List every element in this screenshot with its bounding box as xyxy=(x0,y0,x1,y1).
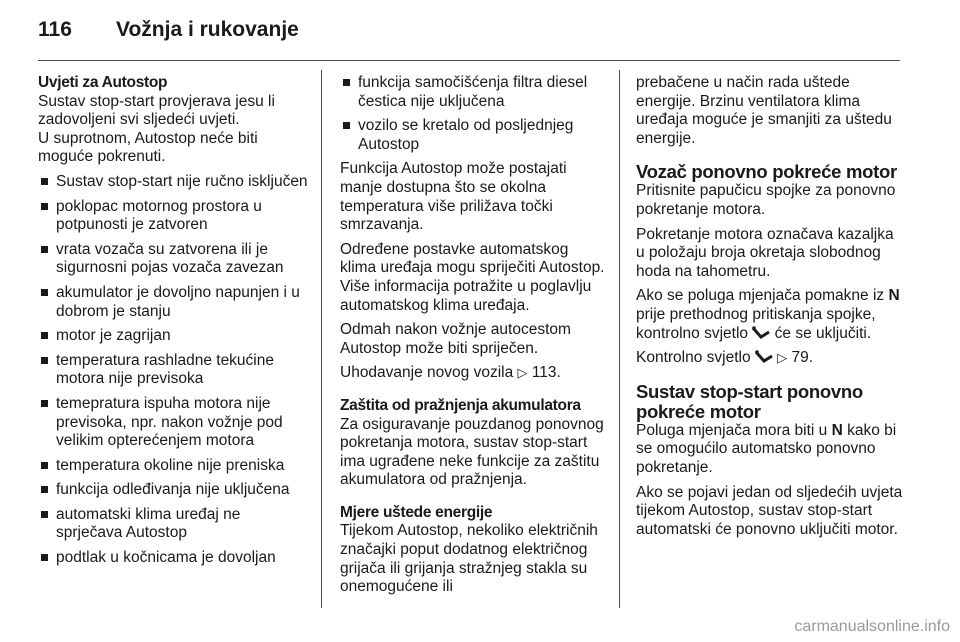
subheading: Zaštita od pražnjenja akumulatora xyxy=(340,396,581,414)
header-rule xyxy=(38,60,900,61)
column-divider xyxy=(321,70,322,608)
list-item: automatski klima uređaj ne sprječava Autostop xyxy=(38,506,308,543)
list-item: vrata vozača su zatvorena ili je sigurnosni pojas vozača zavezan xyxy=(38,241,308,278)
list-item: akumulator je dovoljno napunjen i u dobrom je stanju xyxy=(38,284,308,321)
page-title: Vožnja i rukovanje xyxy=(116,18,299,41)
column-1 xyxy=(38,74,308,574)
paragraph: Sustav stop-start provjerava jesu li zadovoljeni svi sljedeći uvjeti. xyxy=(38,92,275,129)
list-item: podtlak u kočnicama je dovoljan xyxy=(38,549,308,568)
list-item: temperatura rashladne tekućine motora nije previsoka xyxy=(38,352,308,389)
bullet-icon xyxy=(41,554,48,561)
bullet-icon xyxy=(41,486,48,493)
paragraph: Poluga mjenjača mora biti u N kako bi se omogućilo automatsko ponovno pokretanje. xyxy=(636,421,897,476)
paragraph: Pritisnite papučicu spojke za ponovno pokretanje motora. xyxy=(636,182,896,218)
paragraph: U suprotnom, Autostop neće biti moguće pokrenuti. xyxy=(38,129,258,166)
paragraph: Određene postavke automatskog klima uređaja mogu spriječiti Autostop. Više informacija potražite u poglavlju automatskog klima uređaja. xyxy=(340,240,605,314)
paragraph: Tijekom Autostop, nekoliko električnih značajki poput dodatnog električnog grijača ili grijanja stražnjeg stakla su onemogućene ili xyxy=(340,522,598,596)
paragraph: Ako se poluga mjenjača pomakne iz N prije prethodnog pritiskanja spojke, kontrolno svjetlo će se uključiti. xyxy=(636,287,900,342)
page-ref-link[interactable]: 113. xyxy=(531,364,561,382)
list-item: Sustav stop-start nije ručno isključen xyxy=(38,173,308,192)
bullet-icon xyxy=(41,289,48,296)
bullet-icon xyxy=(343,79,350,86)
list-item: funkcija samočišćenja filtra diesel čestica nije uključena xyxy=(340,74,606,111)
autostop-indicator-icon xyxy=(755,350,773,364)
list-item: temperatura okoline nije preniska xyxy=(38,457,308,476)
autostop-indicator-icon xyxy=(752,326,770,340)
column-2 xyxy=(340,74,606,603)
page-ref-icon: ▷ xyxy=(517,365,528,381)
condition-list xyxy=(38,173,308,568)
paragraph: Za osiguravanje pouzdanog ponovnog pokretanja motora, sustav stop-start ima ugrađene neke funkcije za zaštitu akumulatora od pražnjenja. xyxy=(340,415,604,489)
bullet-icon xyxy=(343,122,350,129)
page-ref-link[interactable]: 79. xyxy=(791,349,814,367)
watermark: carmanualsonline.info xyxy=(794,618,950,635)
section-heading: Sustav stop-start ponovno pokreće motor xyxy=(636,380,863,422)
bullet-icon xyxy=(41,178,48,185)
list-item: temepratura ispuha motora nije previsoka, npr. nakon vožnje pod velikim opterećenjem motora xyxy=(38,395,308,451)
column-3 xyxy=(636,74,904,545)
paragraph: Uhodavanje novog vozila ▷ 113. xyxy=(340,364,561,382)
column-divider xyxy=(619,70,620,608)
list-item: poklopac motornog prostora u potpunosti je zatvoren xyxy=(38,198,308,235)
list-item: motor je zagrijan xyxy=(38,327,308,346)
bullet-icon xyxy=(41,332,48,339)
page-number: 116 xyxy=(38,18,72,41)
bullet-icon xyxy=(41,246,48,253)
bullet-icon xyxy=(41,357,48,364)
section-heading: Vozač ponovno pokreće motor xyxy=(636,161,897,183)
page-ref-icon: ▷ xyxy=(777,350,788,366)
paragraph: Odmah nakon vožnje autocestom Autostop može biti spriječen. xyxy=(340,321,571,357)
list-item: funkcija odleđivanja nije uključena xyxy=(38,481,308,500)
paragraph: prebačene u način rada uštede energije. Brzinu ventilatora klima uređaja moguće je smanjiti za uštedu energije. xyxy=(636,74,892,147)
bullet-icon xyxy=(41,462,48,469)
gear-neutral-label: N xyxy=(888,287,900,305)
bullet-icon xyxy=(41,203,48,210)
paragraph: Funkcija Autostop može postajati manje dostupna što se okolna temperatura više priližava točki smrzavanja. xyxy=(340,160,567,234)
subheading: Uvjeti za Autostop xyxy=(38,74,168,91)
page-header xyxy=(38,18,299,42)
bullet-icon xyxy=(41,400,48,407)
gear-neutral-label: N xyxy=(831,421,843,439)
list-item: vozilo se kretalo od posljednjeg Autostop xyxy=(340,117,606,154)
condition-list xyxy=(340,74,606,154)
bullet-icon xyxy=(41,511,48,518)
subheading: Mjere uštede energije xyxy=(340,503,493,521)
paragraph: Kontrolno svjetlo ▷ 79. xyxy=(636,349,814,367)
paragraph: Ako se pojavi jedan od sljedećih uvjeta tijekom Autostop, sustav stop-start automatski će ponovno uključiti motor. xyxy=(636,483,903,538)
paragraph: Pokretanje motora označava kazaljka u položaju broja okretaja slobodnog hoda na tahometru. xyxy=(636,225,894,280)
